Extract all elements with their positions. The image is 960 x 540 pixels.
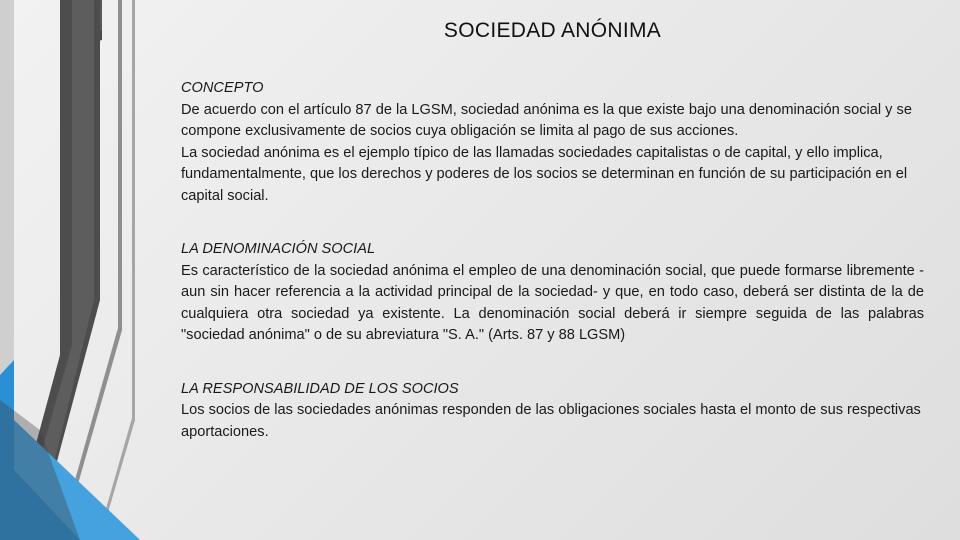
deco-line-2 <box>97 0 135 540</box>
section-paragraph: Los socios de las sociedades anónimas responden de las obligaciones sociales hasta el monto de sus respectivas aportaciones. <box>181 402 921 440</box>
section-concepto <box>181 78 924 207</box>
section-heading: LA DENOMINACIÓN SOCIAL <box>181 241 376 257</box>
deco-dark-wedge <box>0 400 80 540</box>
section-paragraph: Es característico de la sociedad anónima el empleo de una denominación social, que puede formarse libremente -aun sin hacer referencia a la actividad principal de la sociedad- y que, en todo caso, deberá ser distinta de la de cualquiera otra sociedad ya existente. La denominación social deberá ir siempre seguida de las palabras "sociedad anónima" o de su abreviatura "S. A." (Arts. 87 y 88 LGSM) <box>181 262 924 343</box>
slide-title: SOCIEDAD ANÓNIMA <box>443 19 662 42</box>
slide-content <box>181 78 924 443</box>
section-denominacion-social <box>181 239 924 347</box>
section-heading: CONCEPTO <box>181 80 264 96</box>
section-heading: LA RESPONSABILIDAD DE LOS SOCIOS <box>181 380 459 397</box>
section-responsabilidad-socios <box>181 379 924 444</box>
section-paragraph: De acuerdo con el artículo 87 de la LGSM, sociedad anónima es la que existe bajo una denominación social y se compone exclusivamente de socios cuya obligación se limita al pago de sus acciones. <box>181 101 912 139</box>
section-paragraph: La sociedad anónima es el ejemplo típico de las llamadas sociedades capitalistas o de capital, y ello implica, fundamentalmente, que los derechos y poderes de los socios se determinan en función de su participación en el capital social. <box>181 144 908 204</box>
deco-band-light <box>0 0 14 375</box>
